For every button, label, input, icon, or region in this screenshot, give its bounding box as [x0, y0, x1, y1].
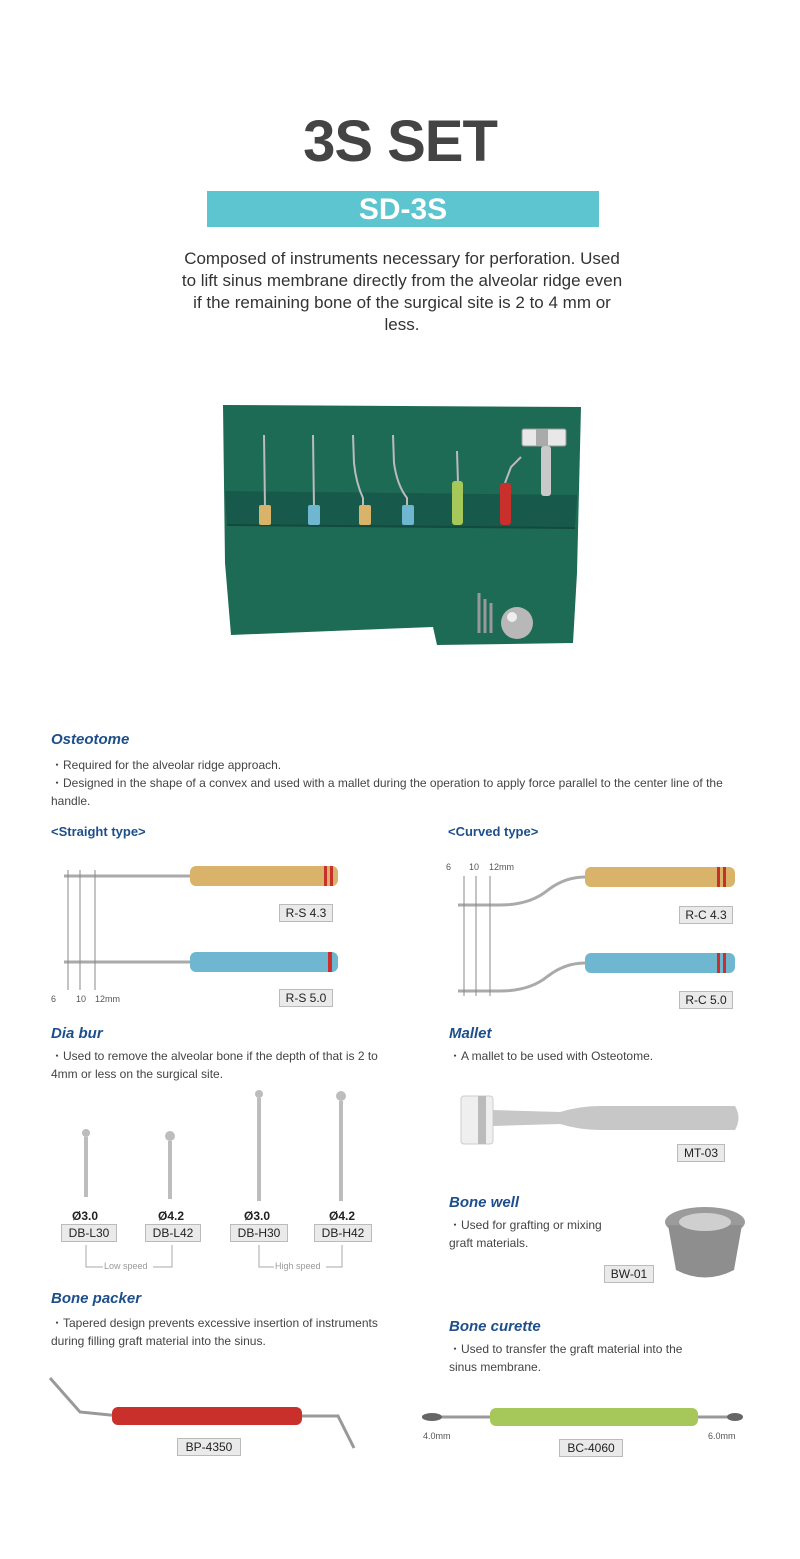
- bone-well-title: Bone well: [449, 1194, 520, 1211]
- dia-bur-title: Dia bur: [51, 1025, 103, 1042]
- osteotome-title: Osteotome: [51, 731, 130, 748]
- curved-depth-label-6: 6: [446, 862, 452, 872]
- intro-text: Composed of instruments necessary for perforation. Used to lift sinus membrane directly from the alveolar ridge even if the remaining bone of the surgical site is 2 to 4 mm or less.: [181, 249, 623, 334]
- item-code-rs43: R-S 4.3: [279, 904, 333, 922]
- item-code-rs50: R-S 5.0: [279, 989, 333, 1007]
- bone-curette-title: Bone curette: [449, 1318, 541, 1335]
- depth-label-12mm: 12mm: [95, 994, 121, 1004]
- curved-osteotome-2: [458, 953, 735, 991]
- bone-curette-code: BC-4060: [559, 1439, 623, 1457]
- bur-size-1: Ø3.0: [72, 1209, 99, 1223]
- dia-bur-bullet: ・Used to remove the alveolar bone if the depth of that is 2 to 4mm or less on the surgical site.: [51, 1049, 378, 1081]
- bone-well-bullet: ・Used for grafting or mixing graft materials.: [449, 1218, 602, 1250]
- bone-packer-title: Bone packer: [51, 1290, 142, 1307]
- curved-type-title: <Curved type>: [448, 824, 539, 839]
- item-code-rc43: R-C 4.3: [679, 906, 733, 924]
- bone-curette-bullet: ・Used to transfer the graft material into the sinus membrane.: [449, 1342, 683, 1374]
- bur-code-4: DB-H42: [314, 1224, 372, 1242]
- page-title: 3S SET: [303, 109, 497, 174]
- depth-label-6: 6: [51, 994, 57, 1004]
- straight-osteotome-1: [64, 866, 338, 886]
- mallet-drawing: [461, 1096, 739, 1144]
- osteotome-bullet-2: ・Designed in the shape of a convex and used with a mallet during the operation to apply force parallel to the center line of the handle.: [51, 776, 723, 808]
- bur-size-3: Ø3.0: [244, 1209, 271, 1223]
- bur-code-2: DB-L42: [145, 1224, 201, 1242]
- mallet-code: MT-03: [677, 1144, 725, 1162]
- depth-label-10: 10: [76, 994, 87, 1004]
- mallet-bullet: ・A mallet to be used with Osteotome.: [449, 1049, 654, 1063]
- osteotome-bullet-1: ・Required for the alveolar ridge approach.: [51, 758, 282, 772]
- bur-code-1: DB-L30: [61, 1224, 117, 1242]
- bur-code-3: DB-H30: [230, 1224, 288, 1242]
- low-speed-label: Low speed: [104, 1261, 148, 1271]
- curved-depth-label-10: 10: [469, 862, 480, 872]
- high-speed-label: High speed: [275, 1261, 321, 1271]
- curved-depth-label-12mm: 12mm: [489, 862, 515, 872]
- product-code-banner: SD-3S: [207, 191, 599, 227]
- straight-type-title: <Straight type>: [51, 824, 146, 839]
- bone-well-drawing: [665, 1207, 745, 1278]
- dia-bur-drawings: [82, 1090, 346, 1201]
- curved-osteotome-1: [458, 867, 735, 905]
- bone-packer-code: BP-4350: [177, 1438, 241, 1456]
- bone-packer-bullet: ・Tapered design prevents excessive insertion of instruments during filling graft material into the sinus.: [51, 1316, 378, 1348]
- curette-right-size: 6.0mm: [708, 1431, 736, 1441]
- bur-size-2: Ø4.2: [158, 1209, 185, 1223]
- item-code-rc50: R-C 5.0: [679, 991, 733, 1009]
- bone-well-code: BW-01: [604, 1265, 654, 1283]
- bur-size-4: Ø4.2: [329, 1209, 356, 1223]
- mallet-title: Mallet: [449, 1025, 492, 1042]
- straight-osteotome-2: [64, 952, 338, 972]
- bone-curette-drawing: [422, 1408, 743, 1426]
- curette-left-size: 4.0mm: [423, 1431, 451, 1441]
